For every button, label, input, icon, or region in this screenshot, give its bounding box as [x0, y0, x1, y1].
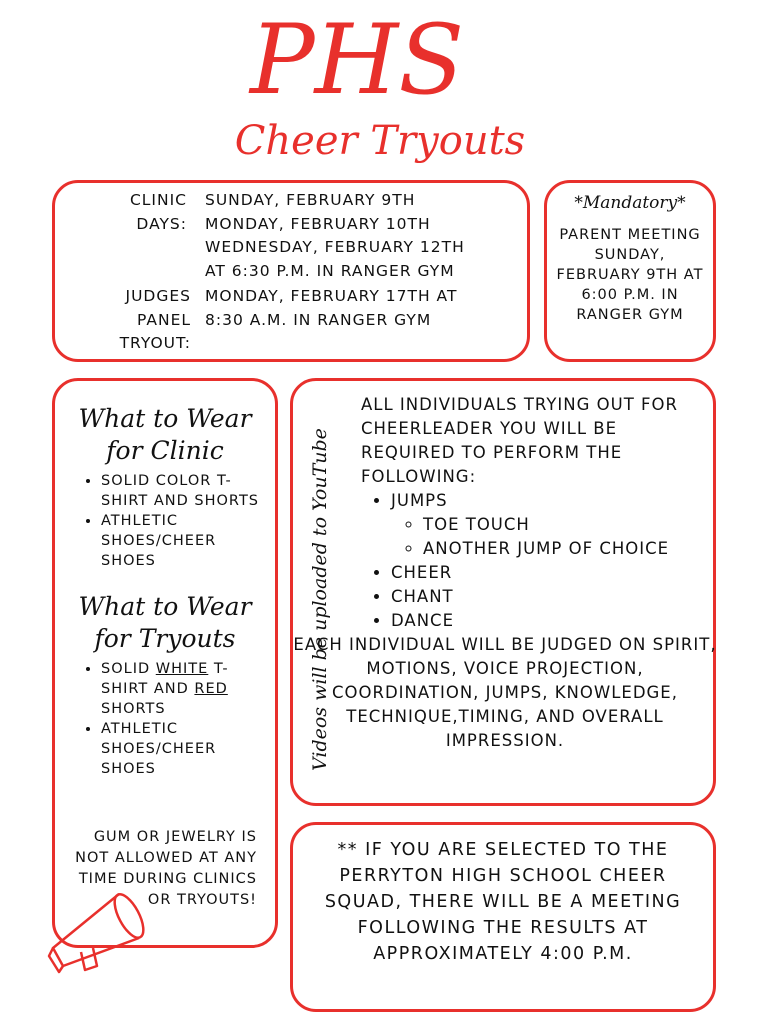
list-item — [391, 489, 717, 561]
clinic-days-label — [63, 189, 187, 236]
requirements-intro: ALL INDIVIDUALS TRYING OUT FOR CHEERLEADER YOU WILL BE REQUIRED TO PERFORM THE FOLLOWING: — [361, 395, 678, 486]
clinic-date-line: SUNDAY, FEBRUARY 9TH — [205, 191, 416, 209]
youtube-note: Videos will be uploaded to YouTube — [309, 428, 331, 771]
logo-phs: PHS — [250, 4, 465, 116]
heading-line: What to Wear — [78, 404, 252, 433]
item-text: SOLID — [101, 661, 156, 677]
mandatory-meeting-box — [544, 180, 716, 362]
heading-line: for Tryouts — [94, 624, 236, 653]
gum-jewelry-note: GUM OR JEWELRY IS NOT ALLOWED AT ANY TIME DURING CLINICS OR TRYOUTS! — [75, 829, 257, 908]
clinic-label-line: CLINIC — [129, 191, 187, 209]
clinic-dates — [205, 189, 525, 283]
schedule-box — [52, 180, 530, 362]
list-item: ◦ TOE TOUCH — [423, 513, 717, 537]
judges-date — [205, 285, 525, 332]
item-text: T-SHIRT AND — [101, 661, 229, 697]
heading-line: for Clinic — [106, 436, 224, 465]
list-item: • ATHLETIC SHOES/CHEER SHOES — [101, 719, 275, 779]
list-item — [101, 659, 275, 719]
clinic-wear-list — [55, 471, 275, 571]
judges-label-line: TRYOUT: — [119, 334, 191, 352]
judges-panel-label — [63, 285, 191, 356]
tryout-requirements-box — [290, 378, 716, 806]
list-item: ◦ ANOTHER JUMP OF CHOICE — [423, 537, 717, 561]
heading-line: What to Wear — [78, 592, 252, 621]
clinic-date-line: AT 6:30 P.M. IN RANGER GYM — [205, 261, 455, 280]
judges-date-line: MONDAY, FEBRUARY 17TH AT — [205, 287, 458, 305]
tryout-wear-heading — [55, 591, 275, 655]
jump-types-list — [391, 513, 717, 561]
item-text-underlined: RED — [194, 681, 228, 697]
selection-notice-box — [290, 822, 716, 1012]
list-item: • SOLID COLOR T-SHIRT AND SHORTS — [101, 471, 275, 511]
list-item: • DANCE — [391, 609, 717, 633]
what-to-wear-box — [52, 378, 278, 948]
list-item: • CHANT — [391, 585, 717, 609]
item-text: SHORTS — [101, 701, 166, 717]
clinic-label-line: DAYS: — [136, 214, 187, 233]
megaphone-icon — [41, 886, 161, 976]
judging-criteria: EACH INDIVIDUAL WILL BE JUDGED ON SPIRIT, MOTIONS, VOICE PROJECTION, COORDINATION, JUMPS, KNOWLEDGE, TECHNIQUE,TIMING, AND OVERALL IMPRESSION. — [293, 635, 717, 750]
judges-label-line: PANEL — [137, 310, 191, 329]
page-title: Cheer Tryouts — [234, 118, 526, 164]
list-item: • ATHLETIC SHOES/CHEER SHOES — [101, 511, 275, 571]
mandatory-tag: *Mandatory* — [574, 193, 686, 213]
clinic-date-line: WEDNESDAY, FEBRUARY 12TH — [205, 238, 465, 256]
clinic-date-line: MONDAY, FEBRUARY 10TH — [205, 214, 431, 233]
judges-label-line: JUDGES — [125, 287, 191, 305]
clinic-wear-heading — [55, 403, 275, 467]
tryout-wear-list — [55, 659, 275, 779]
selection-notice: ** IF YOU ARE SELECTED TO THE PERRYTON HIGH SCHOOL CHEER SQUAD, THERE WILL BE A MEETING FOLLOWING THE RESULTS AT APPROXIMATELY 4:00 P.M. — [324, 840, 682, 964]
item-text-underlined: WHITE — [155, 661, 209, 677]
judges-date-line: 8:30 A.M. IN RANGER GYM — [205, 310, 432, 329]
list-item: • CHEER — [391, 561, 717, 585]
parent-meeting-text: PARENT MEETING SUNDAY, FEBRUARY 9TH AT 6:00 P.M. IN RANGER GYM — [556, 227, 704, 323]
requirements-list — [361, 489, 717, 633]
item-text: JUMPS — [391, 491, 448, 510]
